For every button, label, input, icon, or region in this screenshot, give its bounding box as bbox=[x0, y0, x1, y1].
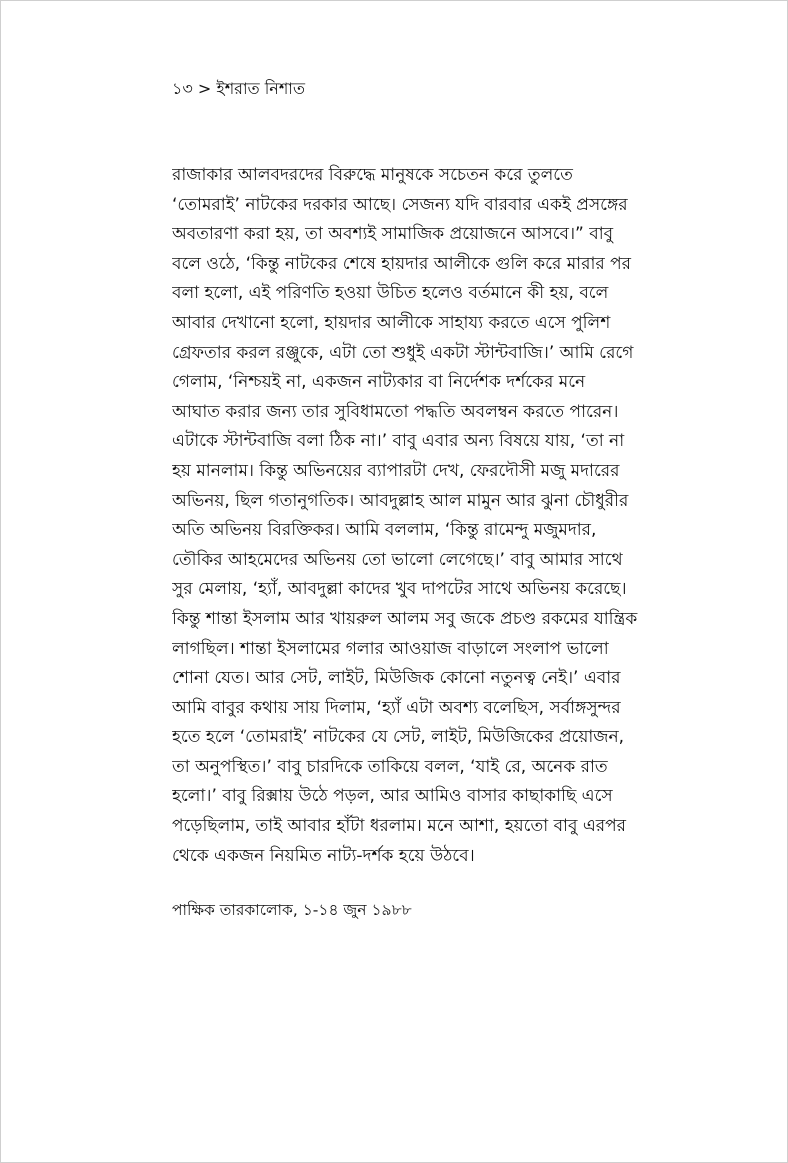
running-head bbox=[172, 77, 305, 101]
text-line: আঘাত করার জন্য তার সুবিধামতো পদ্ধতি অবলম্বন করতে পারেন। bbox=[172, 401, 619, 422]
text-line: অবতারণা করা হয়, তা অবশ্যই সামাজিক প্রয়োজনে আসবে।” বাবু bbox=[172, 224, 614, 245]
text-line: কিন্তু শান্তা ইসলাম আর খায়রুল আলম সবু জকে প্রচণ্ড রকমের যান্ত্রিক bbox=[172, 608, 638, 629]
text-line: এটাকে স্টান্টবাজি বলা ঠিক না।’ বাবু এবার অন্য বিষয়ে যায়, ‘তা না bbox=[172, 431, 625, 452]
page-number: ১৩ bbox=[172, 79, 193, 98]
text-line: লাগছিল। শান্তা ইসলামের গলার আওয়াজ বাড়ালে সংলাপ ভালো bbox=[172, 638, 609, 659]
text-line: বলে ওঠে, ‘কিন্তু নাটকের শেষে হায়দার আলীকে গুলি করে মারার পর bbox=[172, 253, 632, 274]
text-line: গ্রেফতার করল রঞ্জুকে, এটা তো শুধুই একটা স্টান্টবাজি।’ আমি রেগে bbox=[172, 342, 634, 363]
author-name: ইশরাত নিশাত bbox=[216, 79, 305, 98]
text-line: হয় মানলাম। কিন্তু অভিনয়ের ব্যাপারটা দেখ, ফেরদৌসী মজু মদারের bbox=[172, 460, 620, 481]
text-line: ‘তোমরাই’ নাটকের দরকার আছে। সেজন্য যদি বারবার একই প্রসঙ্গের bbox=[172, 194, 628, 215]
text-line: হলো।’ বাবু রিক্সায় উঠে পড়ল, আর আমিও বাসার কাছাকাছি এসে bbox=[172, 786, 613, 807]
text-line: অভিনয়, ছিল গতানুগতিক। আবদুল্লাহ আল মামুন আর ঝুনা চৌধুরীর bbox=[172, 490, 629, 511]
text-line: শোনা যেত। আর সেট, লাইট, মিউজিক কোনো নতুনত্ব নেই।’ এবার bbox=[172, 668, 621, 689]
text-line: থেকে একজন নিয়মিত নাট্য-দর্শক হয়ে উঠবে। bbox=[172, 845, 475, 866]
text-line: গেলাম, ‘নিশ্চয়ই না, একজন নাট্যকার বা নির্দেশক দর্শকের মনে bbox=[172, 372, 586, 393]
text-line: আমি বাবুর কথায় সায় দিলাম, ‘হ্যাঁ এটা অবশ্য বলেছিস, সর্বাঙ্গসুন্দর bbox=[172, 697, 621, 718]
text-line: তৌকির আহমেদের অভিনয় তো ভালো লেগেছে।’ বাবু আমার সাথে bbox=[172, 549, 623, 570]
text-line: সুর মেলায়, ‘হ্যাঁ, আবদুল্লা কাদের খুব দাপটের সাথে অভিনয় করেছে। bbox=[172, 579, 627, 600]
text-line: পড়েছিলাম, তাই আবার হাঁটা ধরলাম। মনে আশা, হয়তো বাবু এরপর bbox=[172, 816, 627, 837]
text-line: আবার দেখানো হলো, হায়দার আলীকে সাহায্য করতে এসে পুলিশ bbox=[172, 312, 611, 333]
text-line: অতি অভিনয় বিরক্তিকর। আমি বললাম, ‘কিন্তু রামেন্দু মজুমদার, bbox=[172, 520, 597, 541]
header-separator: > bbox=[197, 79, 212, 98]
body-text bbox=[172, 161, 712, 871]
source-citation: পাক্ষিক তারকালোক, ১-১৪ জুন ১৯৮৮ bbox=[172, 901, 412, 919]
text-line: রাজাকার আলবদরদের বিরুদ্ধে মানুষকে সচেতন করে তুলতে bbox=[172, 165, 573, 185]
text-line: হতে হলে ‘তোমরাই’ নাটকের যে সেট, লাইট, মিউজিকের প্রয়োজন, bbox=[172, 727, 625, 748]
text-line: তা অনুপস্থিত।’ বাবু চারদিকে তাকিয়ে বলল, ‘যাই রে, অনেক রাত bbox=[172, 756, 608, 777]
text-line: বলা হলো, এই পরিণতি হওয়া উচিত হলেও বর্তমানে কী হয়, বলে bbox=[172, 283, 609, 304]
